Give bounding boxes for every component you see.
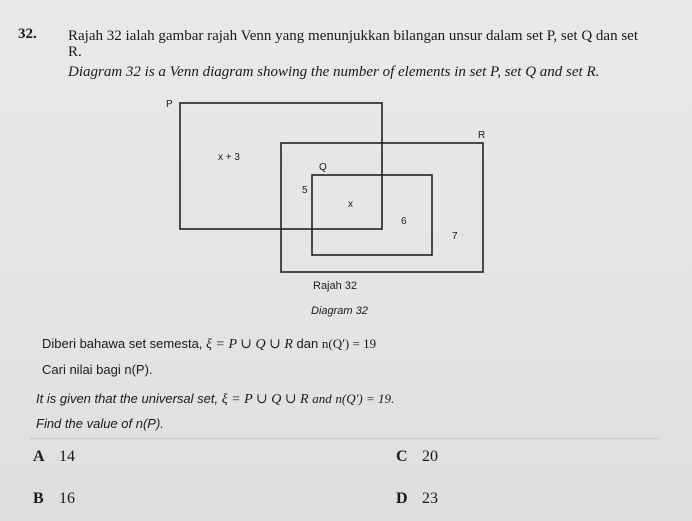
universal-set-formula-english: ξ = P ∪ Q ∪ R xyxy=(221,392,309,407)
given-statement-english xyxy=(36,391,394,408)
region-q-and-r: 6 xyxy=(401,216,407,227)
option-letter: D xyxy=(396,490,408,507)
find-instruction-english: Find the value of n(P). xyxy=(36,416,164,431)
region-r-only: 7 xyxy=(452,231,458,242)
set-q-label: Q xyxy=(319,162,327,173)
option-letter: C xyxy=(396,448,408,465)
option-letter: A xyxy=(33,448,45,465)
set-q-rectangle xyxy=(312,175,432,255)
region-center: x xyxy=(348,199,353,210)
given-prefix-malay: Diberi bahawa set semesta, xyxy=(42,336,203,351)
condition-english: n(Q′) = 19. xyxy=(335,391,395,406)
given-connector-malay: dan xyxy=(296,336,319,351)
option-a[interactable] xyxy=(33,448,75,466)
universal-set-formula: ξ = P ∪ Q ∪ R xyxy=(206,337,293,352)
region-p-only: x + 3 xyxy=(218,152,240,163)
option-d[interactable] xyxy=(396,490,438,508)
given-statement-malay xyxy=(42,336,376,353)
diagram-caption-malay: Rajah 32 xyxy=(313,280,358,292)
question-text-malay: Rajah 32 ialah gambar rajah Venn yang menunjukkan bilangan unsur dalam set P, set Q dan set xyxy=(68,28,638,44)
option-value: 23 xyxy=(422,490,438,507)
option-value: 20 xyxy=(422,448,438,465)
given-connector-english: and xyxy=(312,391,332,406)
given-prefix-english: It is given that the universal set, xyxy=(36,391,219,406)
condition-malay: n(Q′) = 19 xyxy=(321,336,377,351)
option-value: 16 xyxy=(59,490,75,507)
diagram-caption-english: Diagram 32 xyxy=(311,305,368,317)
divider xyxy=(30,438,660,439)
set-r-label: R xyxy=(478,130,486,141)
question-text-malay-cont: R. xyxy=(68,44,82,60)
question-text-english: Diagram 32 is a Venn diagram showing the number of elements in set P, set Q and set R. xyxy=(68,64,600,80)
option-letter: B xyxy=(33,490,44,507)
option-c[interactable] xyxy=(396,448,438,466)
question-number: 32. xyxy=(18,26,37,42)
region-p-and-q: 5 xyxy=(302,185,308,196)
set-p-label: P xyxy=(166,99,173,110)
option-b[interactable] xyxy=(33,490,75,508)
option-value: 14 xyxy=(59,448,75,465)
find-instruction-malay: Cari nilai bagi n(P). xyxy=(42,362,153,377)
